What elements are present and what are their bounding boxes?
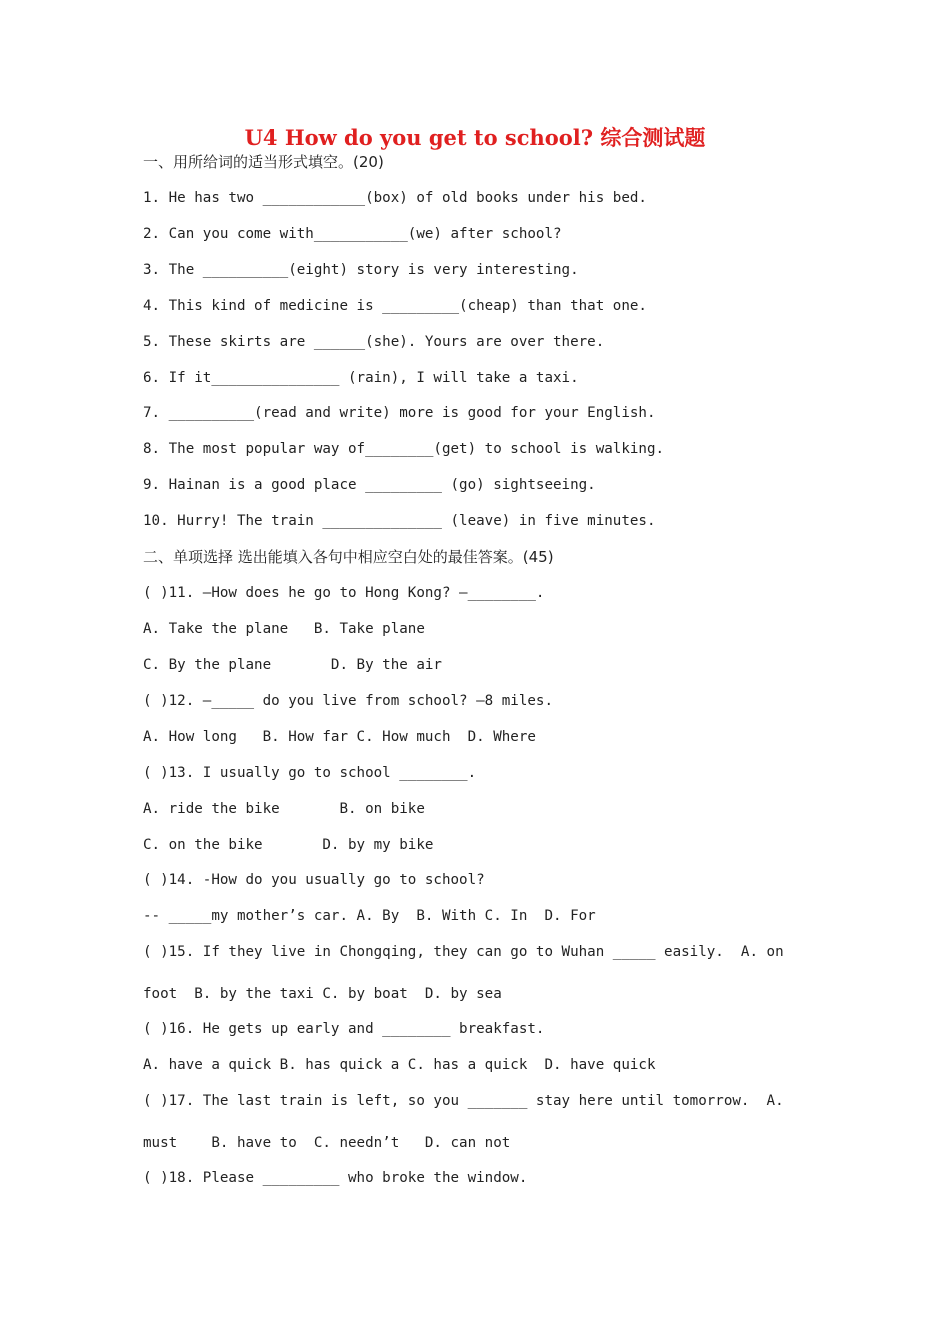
- fill-in-item-8: 8. The most popular way of________(get) to school is walking.: [143, 441, 665, 457]
- question-17-options: must B. have to C. needn’t D. can not: [143, 1135, 511, 1151]
- fill-in-item-9: 9. Hainan is a good place _________ (go) sightseeing.: [143, 477, 596, 493]
- section-1-heading: 一、用所给词的适当形式填空。(20): [143, 153, 384, 171]
- fill-in-item-6: 6. If it_______________ (rain), I will take a taxi.: [143, 370, 579, 386]
- question-12-options: A. How long B. How far C. How much D. Where: [143, 729, 536, 745]
- question-14-answer-options: -- _____my mother’s car. A. By B. With C. In D. For: [143, 908, 596, 924]
- fill-in-item-3: 3. The __________(eight) story is very interesting.: [143, 262, 579, 278]
- fill-in-item-5: 5. These skirts are ______(she). Yours are over there.: [143, 334, 605, 350]
- fill-in-item-1: 1. He has two ____________(box) of old books under his bed.: [143, 190, 647, 206]
- question-16: ( )16. He gets up early and ________ breakfast.: [143, 1021, 545, 1037]
- page-title: U4 How do you get to school? 综合测试题: [244, 125, 706, 150]
- section-2-heading: 二、单项选择 选出能填入各句中相应空白处的最佳答案。(45): [143, 548, 554, 566]
- question-16-options: A. have a quick B. has quick a C. has a quick D. have quick: [143, 1057, 656, 1073]
- question-15-options: foot B. by the taxi C. by boat D. by sea: [143, 986, 502, 1002]
- question-14: ( )14. -How do you usually go to school?: [143, 872, 485, 888]
- question-13: ( )13. I usually go to school ________.: [143, 765, 477, 781]
- question-13-options-cd: C. on the bike D. by my bike: [143, 837, 434, 853]
- fill-in-item-4: 4. This kind of medicine is _________(cheap) than that one.: [143, 298, 647, 314]
- question-15: ( )15. If they live in Chongqing, they can go to Wuhan _____ easily. A. on: [143, 944, 784, 960]
- fill-in-item-2: 2. Can you come with___________(we) after school?: [143, 226, 562, 242]
- question-12: ( )12. —_____ do you live from school? —8 miles.: [143, 693, 553, 709]
- question-18: ( )18. Please _________ who broke the window.: [143, 1170, 528, 1186]
- question-11-options-ab: A. Take the plane B. Take plane: [143, 621, 425, 637]
- fill-in-item-10: 10. Hurry! The train ______________ (leave) in five minutes.: [143, 513, 656, 529]
- question-11-options-cd: C. By the plane D. By the air: [143, 657, 442, 673]
- question-13-options-ab: A. ride the bike B. on bike: [143, 801, 425, 817]
- question-11: ( )11. —How does he go to Hong Kong? —________.: [143, 585, 545, 601]
- question-17: ( )17. The last train is left, so you _______ stay here until tomorrow. A.: [143, 1093, 784, 1109]
- fill-in-item-7: 7. __________(read and write) more is good for your English.: [143, 405, 656, 421]
